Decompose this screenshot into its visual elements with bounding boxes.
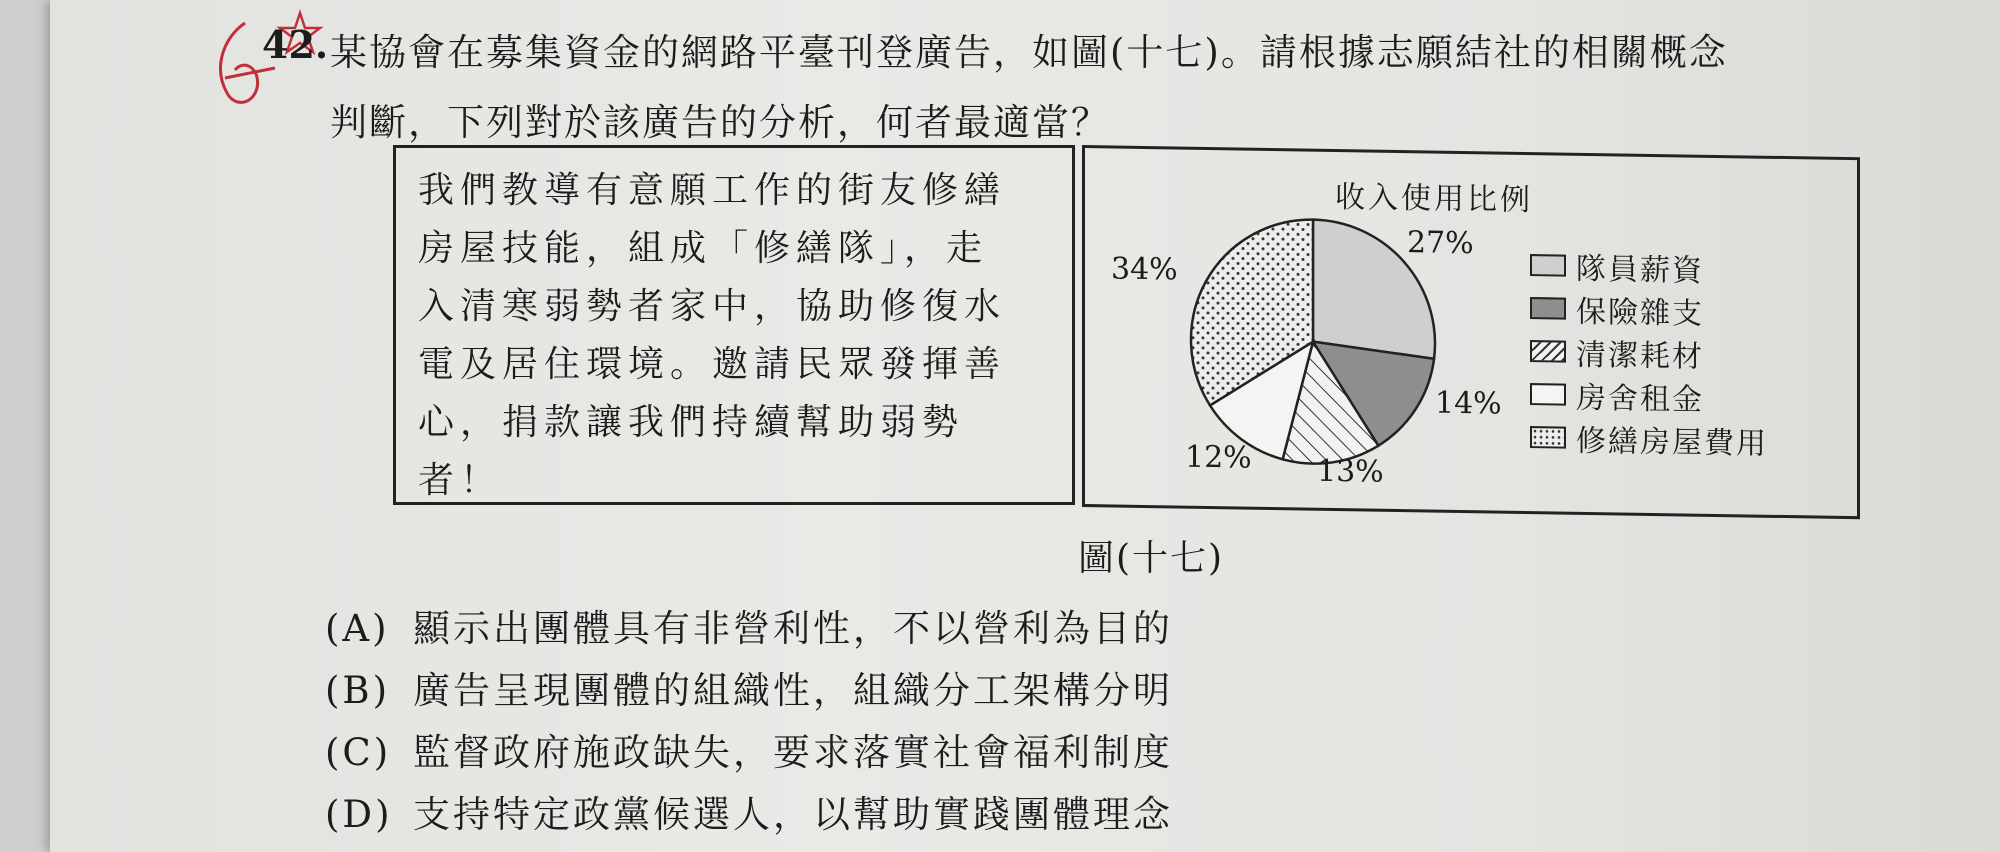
slice-label-12: 12% [1185, 439, 1252, 476]
legend-swatch [1530, 340, 1566, 363]
slice-label-27: 27% [1407, 225, 1474, 262]
question-text-line2: 判斷，下列對於該廣告的分析，何者最適當？ [330, 101, 1110, 144]
legend-item [1530, 286, 1768, 333]
question-number: 42. [262, 22, 329, 67]
option-b[interactable] [325, 660, 1173, 714]
legend-item [1530, 372, 1768, 419]
pie-chart-panel [1082, 145, 1860, 519]
ad-line: 者！ [418, 460, 503, 501]
legend-label: 房舍租金 [1576, 380, 1704, 418]
option-d[interactable] [325, 784, 1173, 838]
option-letter: (B) [325, 669, 391, 712]
slice-label-34: 34% [1111, 251, 1178, 288]
ad-line: 房屋技能，組成「修繕隊」，走 [418, 228, 989, 269]
legend-item [1530, 329, 1768, 376]
chart-title: 收入使用比例 [1335, 179, 1533, 219]
legend-label: 清潔耗材 [1576, 337, 1704, 375]
option-text: 廣告呈現團體的組織性，組織分工架構分明 [413, 669, 1173, 712]
legend-label: 修繕房屋費用 [1576, 423, 1768, 462]
chart-legend [1530, 243, 1768, 462]
option-letter: (C) [325, 731, 392, 774]
ad-line: 心，捐款讓我們持續幫助弱勢 [418, 402, 965, 443]
slice-label-14: 14% [1435, 385, 1502, 422]
option-text: 顯示出團體具有非營利性，不以營利為目的 [413, 607, 1173, 650]
legend-item [1530, 415, 1768, 462]
option-a[interactable] [325, 598, 1173, 652]
advertisement-box [393, 145, 1075, 505]
ad-line: 入清寒弱勢者家中，協助修復水 [418, 286, 1007, 327]
legend-item [1530, 243, 1768, 290]
question-text-line1: 某協會在募集資金的網路平臺刊登廣告，如圖(十七)。請根據志願結社的相關概念 [330, 31, 1728, 74]
legend-swatch [1530, 426, 1566, 449]
option-letter: (D) [325, 793, 393, 836]
slice-label-13: 13% [1317, 453, 1384, 490]
option-text: 支持特定政黨候選人，以幫助實踐團體理念 [413, 793, 1173, 836]
option-c[interactable] [325, 722, 1173, 776]
figure-caption: 圖(十七) [1078, 538, 1225, 579]
legend-swatch [1530, 383, 1566, 406]
legend-swatch [1530, 297, 1566, 320]
legend-label: 保險雜支 [1576, 294, 1704, 332]
ad-line: 電及居住環境。邀請民眾發揮善 [418, 344, 1007, 385]
ad-line: 我們教導有意願工作的街友修繕 [418, 170, 1007, 211]
legend-label: 隊員薪資 [1576, 251, 1704, 289]
option-letter: (A) [325, 607, 390, 650]
option-text: 監督政府施政缺失，要求落實社會福利制度 [413, 731, 1173, 774]
legend-swatch [1530, 254, 1566, 277]
